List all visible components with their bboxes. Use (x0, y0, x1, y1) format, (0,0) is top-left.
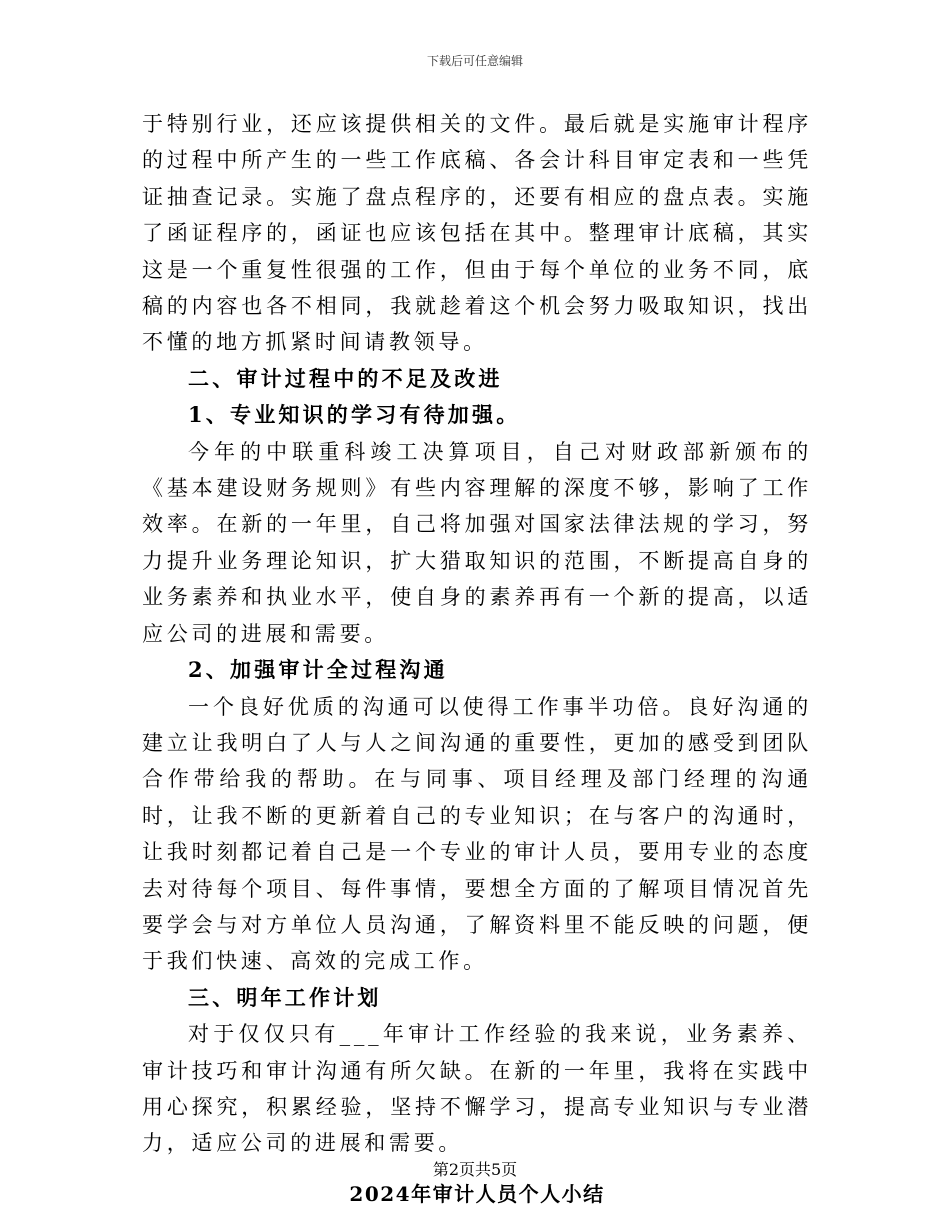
subsection-heading-communication: 2、加强审计全过程沟通 (188, 657, 448, 683)
plan-paragraph: 对于仅仅只有___年审计工作经验的我来说，业务素养、审计技巧和审计沟通有所欠缺。在新的一年里，我将在实践中用心探究，积累经验，坚持不懈学习，提高专业知识与专业潜力，适应公司的进展和需要。 (142, 1022, 812, 1156)
document-body (142, 106, 812, 1212)
communication-paragraph: 一个良好优质的沟通可以使得工作事半功倍。良好沟通的建立让我明白了人与人之间沟通的重要性，更加的感受到团队合作带给我的帮助。在与同事、项目经理及部门经理的沟通时，让我不断的更新着自己的专业知识；在与客户的沟通时，让我时刻都记着自己是一个专业的审计人员，要用专业的态度去对待每个项目、每件事情，要想全方面的了解项目情况首先要学会与对方单位人员沟通，了解资料里不能反映的问题，便于我们快速、高效的完成工作。 (142, 694, 812, 974)
page-footer: 第2页共5页 (432, 1160, 518, 1179)
section-heading-improvements: 二、审计过程中的不足及改进 (188, 365, 503, 391)
next-document-title: 2024年审计人员个人小结 (349, 1181, 605, 1206)
page-header: 下载后可任意编辑 (426, 54, 523, 68)
subsection-heading-knowledge: 1、专业知识的学习有待加强。 (188, 402, 521, 428)
section-heading-next-year-plan: 三、明年工作计划 (188, 984, 382, 1010)
knowledge-paragraph: 今年的中联重科竣工决算项目，自己对财政部新颁布的《基本建设财务规则》有些内容理解的深度不够，影响了工作效率。在新的一年里，自己将加强对国家法律法规的学习，努力提升业务理论知识，扩大猎取知识的范围，不断提高自身的业务素养和执业水平，使自身的素养再有一个新的提高，以适应公司的进展和需要。 (142, 439, 812, 646)
intro-paragraph: 于特别行业，还应该提供相关的文件。最后就是实施审计程序的过程中所产生的一些工作底稿、各会计科目审定表和一些凭证抽查记录。实施了盘点程序的，还要有相应的盘点表。实施了函证程序的，函证也应该包括在其中。整理审计底稿，其实这是一个重复性很强的工作，但由于每个单位的业务不同，底稿的内容也各不相同，我就趁着这个机会努力吸取知识，找出不懂的地方抓紧时间请教领导。 (142, 112, 812, 355)
